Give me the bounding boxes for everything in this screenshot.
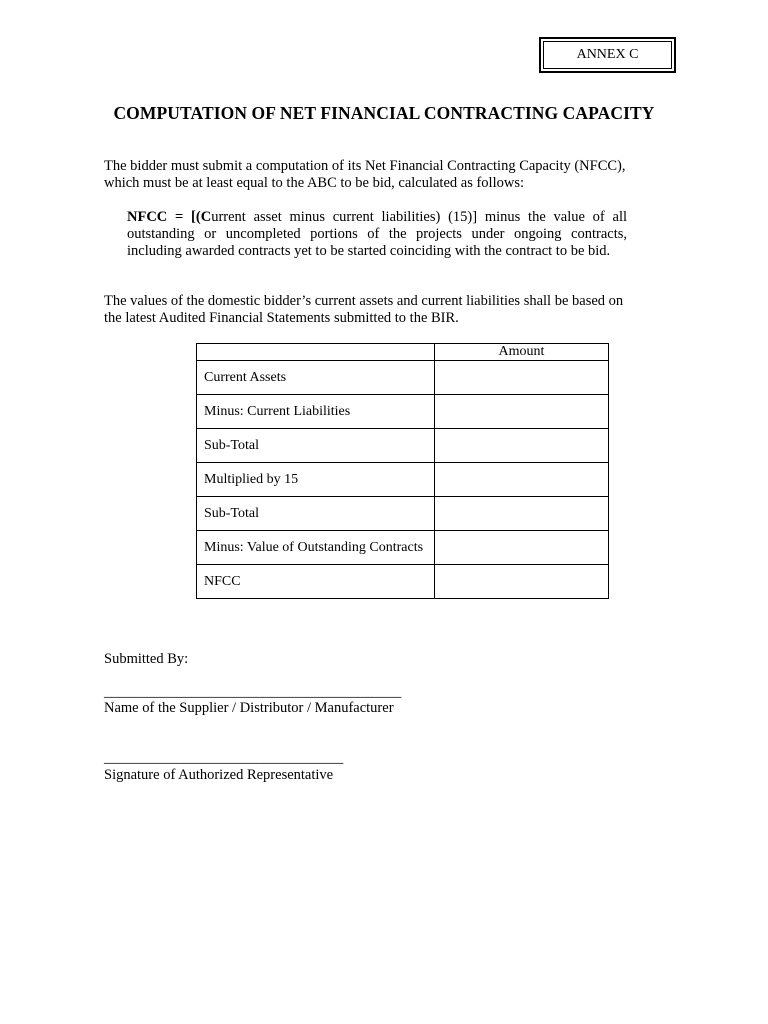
intro-paragraph xyxy=(104,158,664,192)
row-label: Current Assets xyxy=(197,361,435,395)
amount-cell[interactable] xyxy=(435,395,609,429)
nfcc-formula xyxy=(127,209,627,260)
signature-label: Signature of Authorized Representative xyxy=(104,767,334,783)
formula-text: urrent asset minus current liabilities) (15)] minus the value of all outstanding or uncompleted portions of the projects under ongoing contracts, including awarded contracts yet to be started coinciding with the contract to be bid. xyxy=(127,209,627,259)
document-title: COMPUTATION OF NET FINANCIAL CONTRACTING CAPACITY xyxy=(113,103,655,123)
row-label: Minus: Value of Outstanding Contracts xyxy=(197,531,435,565)
intro-line-1: The bidder must submit a computation of its Net Financial Contracting Capacity (NFCC), xyxy=(104,158,626,174)
row-label-nfcc: NFCC xyxy=(197,565,435,599)
table-row xyxy=(197,463,609,497)
table-row xyxy=(197,429,609,463)
submitted-by-label: Submitted By: xyxy=(104,651,189,667)
row-label: Multiplied by 15 xyxy=(197,463,435,497)
table-row xyxy=(197,361,609,395)
basis-line-1: The values of the domestic bidder’s current assets and current liabilities shall be based on xyxy=(104,293,624,309)
amount-cell[interactable] xyxy=(435,531,609,565)
row-label: Sub-Total xyxy=(197,429,435,463)
amount-cell[interactable] xyxy=(435,429,609,463)
table-header-amount: Amount xyxy=(435,344,609,361)
name-label: Name of the Supplier / Distributor / Manufacturer xyxy=(104,700,394,716)
table-row xyxy=(197,565,609,599)
intro-line-2: which must be at least equal to the ABC to be bid, calculated as follows: xyxy=(104,175,525,191)
formula-lead: NFCC = [(C xyxy=(127,209,212,225)
table-row xyxy=(197,497,609,531)
basis-line-2: the latest Audited Financial Statements submitted to the BIR. xyxy=(104,310,459,326)
table-row xyxy=(197,531,609,565)
table-header-row xyxy=(197,344,609,361)
signature-line[interactable]: _________________________________ xyxy=(104,750,344,766)
annex-label-box xyxy=(539,37,676,73)
row-label: Sub-Total xyxy=(197,497,435,531)
table-header-blank xyxy=(197,344,435,361)
row-label: Minus: Current Liabilities xyxy=(197,395,435,429)
annex-label: ANNEX C xyxy=(543,41,672,69)
amount-cell[interactable] xyxy=(435,463,609,497)
name-signature-line[interactable]: _________________________________________ xyxy=(104,684,402,700)
basis-paragraph xyxy=(104,293,664,327)
amount-cell[interactable] xyxy=(435,497,609,531)
amount-cell[interactable] xyxy=(435,565,609,599)
nfcc-table xyxy=(196,343,609,599)
table-row xyxy=(197,395,609,429)
amount-cell[interactable] xyxy=(435,361,609,395)
